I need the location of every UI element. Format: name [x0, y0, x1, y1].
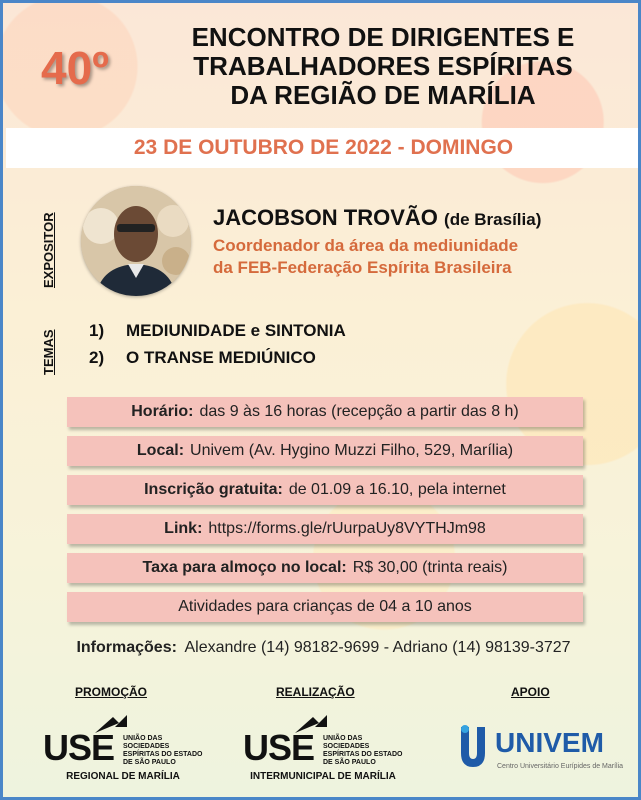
topic-item [89, 321, 346, 348]
use-logo-text: USE [243, 727, 315, 768]
topics-list [89, 321, 346, 375]
speaker-section-label: EXPOSITOR [41, 212, 56, 288]
speaker-origin: (de Brasília) [444, 210, 542, 229]
event-title [153, 23, 613, 110]
edition-number: 40º [41, 42, 109, 94]
use-regional-logo [43, 713, 203, 783]
use-regional-name: REGIONAL DE MARÍLIA [66, 771, 180, 782]
use-logo-subtext: UNIÃO DAS SOCIEDADES ESPÍRITAS DO ESTADO DE SÃO PAULO [123, 735, 203, 766]
topics-section-label: TEMAS [41, 329, 56, 375]
info-label: Horário: [131, 403, 194, 420]
title-line: ENCONTRO DE DIRIGENTES E [191, 22, 575, 52]
event-date: 23 DE OUTUBRO DE 2022 - DOMINGO [133, 136, 514, 159]
title-line: TRABALHADORES ESPÍRITAS [193, 51, 573, 81]
contact-label: Informações: [76, 639, 177, 656]
speaker-role [213, 235, 613, 279]
registration-link[interactable]: https://forms.gle/rUurpaUy8VYTHJm98 [208, 520, 486, 537]
info-schedule [67, 397, 583, 427]
info-children-activities [67, 592, 583, 622]
info-registration [67, 475, 583, 505]
speaker-role-line: da FEB-Federação Espírita Brasileira [213, 258, 512, 277]
info-value: de 01.09 a 16.10, pela internet [288, 481, 506, 498]
speaker-name-text: JACOBSON TROVÃO [213, 205, 438, 230]
use-logo-text: USE [43, 727, 115, 768]
use-logo-subtext: UNIÃO DAS SOCIEDADES ESPÍRITAS DO ESTADO DE SÃO PAULO [323, 735, 403, 766]
info-label: Link: [164, 520, 203, 537]
topic-text: O TRANSE MEDIÚNICO [126, 348, 316, 367]
contact-info [3, 639, 641, 657]
use-intermunicipal-logo [243, 713, 403, 783]
topic-number: 1) [89, 321, 105, 340]
contact-value: Alexandre (14) 98182-9699 - Adriano (14) 98139-3727 [184, 639, 571, 656]
info-lunch-fee [67, 553, 583, 583]
speaker-role-line: Coordenador da área da mediunidade [213, 236, 519, 255]
info-label: Taxa para almoço no local: [142, 559, 347, 576]
info-value: Univem (Av. Hygino Muzzi Filho, 529, Marília) [190, 442, 514, 459]
speaker-photo [81, 186, 191, 296]
use-intermunicipal-name: INTERMUNICIPAL DE MARÍLIA [250, 771, 396, 782]
title-line: DA REGIÃO DE MARÍLIA [230, 80, 536, 110]
info-label: Local: [136, 442, 185, 459]
speaker-name [213, 205, 541, 231]
univem-logo [455, 721, 624, 781]
info-location [67, 436, 583, 466]
topic-item [89, 348, 346, 375]
info-value: das 9 às 16 horas (recepção a partir das 8 h) [199, 403, 519, 420]
promocao-label: PROMOÇÃO [75, 685, 147, 699]
info-value: R$ 30,00 (trinta reais) [352, 559, 508, 576]
info-label: Inscrição gratuita: [144, 481, 283, 498]
univem-logo-text: UNIVEM [495, 727, 604, 758]
info-link [67, 514, 583, 544]
univem-emblem-icon [455, 723, 491, 771]
apoio-label: APOIO [511, 685, 550, 699]
realizacao-label: REALIZAÇÃO [276, 685, 355, 699]
topic-text: MEDIUNIDADE e SINTONIA [126, 321, 346, 340]
event-date-band [6, 128, 641, 168]
topic-number: 2) [89, 348, 105, 367]
info-value: Atividades para crianças de 04 a 10 anos [178, 598, 472, 615]
univem-logo-subtext: Centro Universitário Eurípides de Marília [497, 763, 624, 770]
